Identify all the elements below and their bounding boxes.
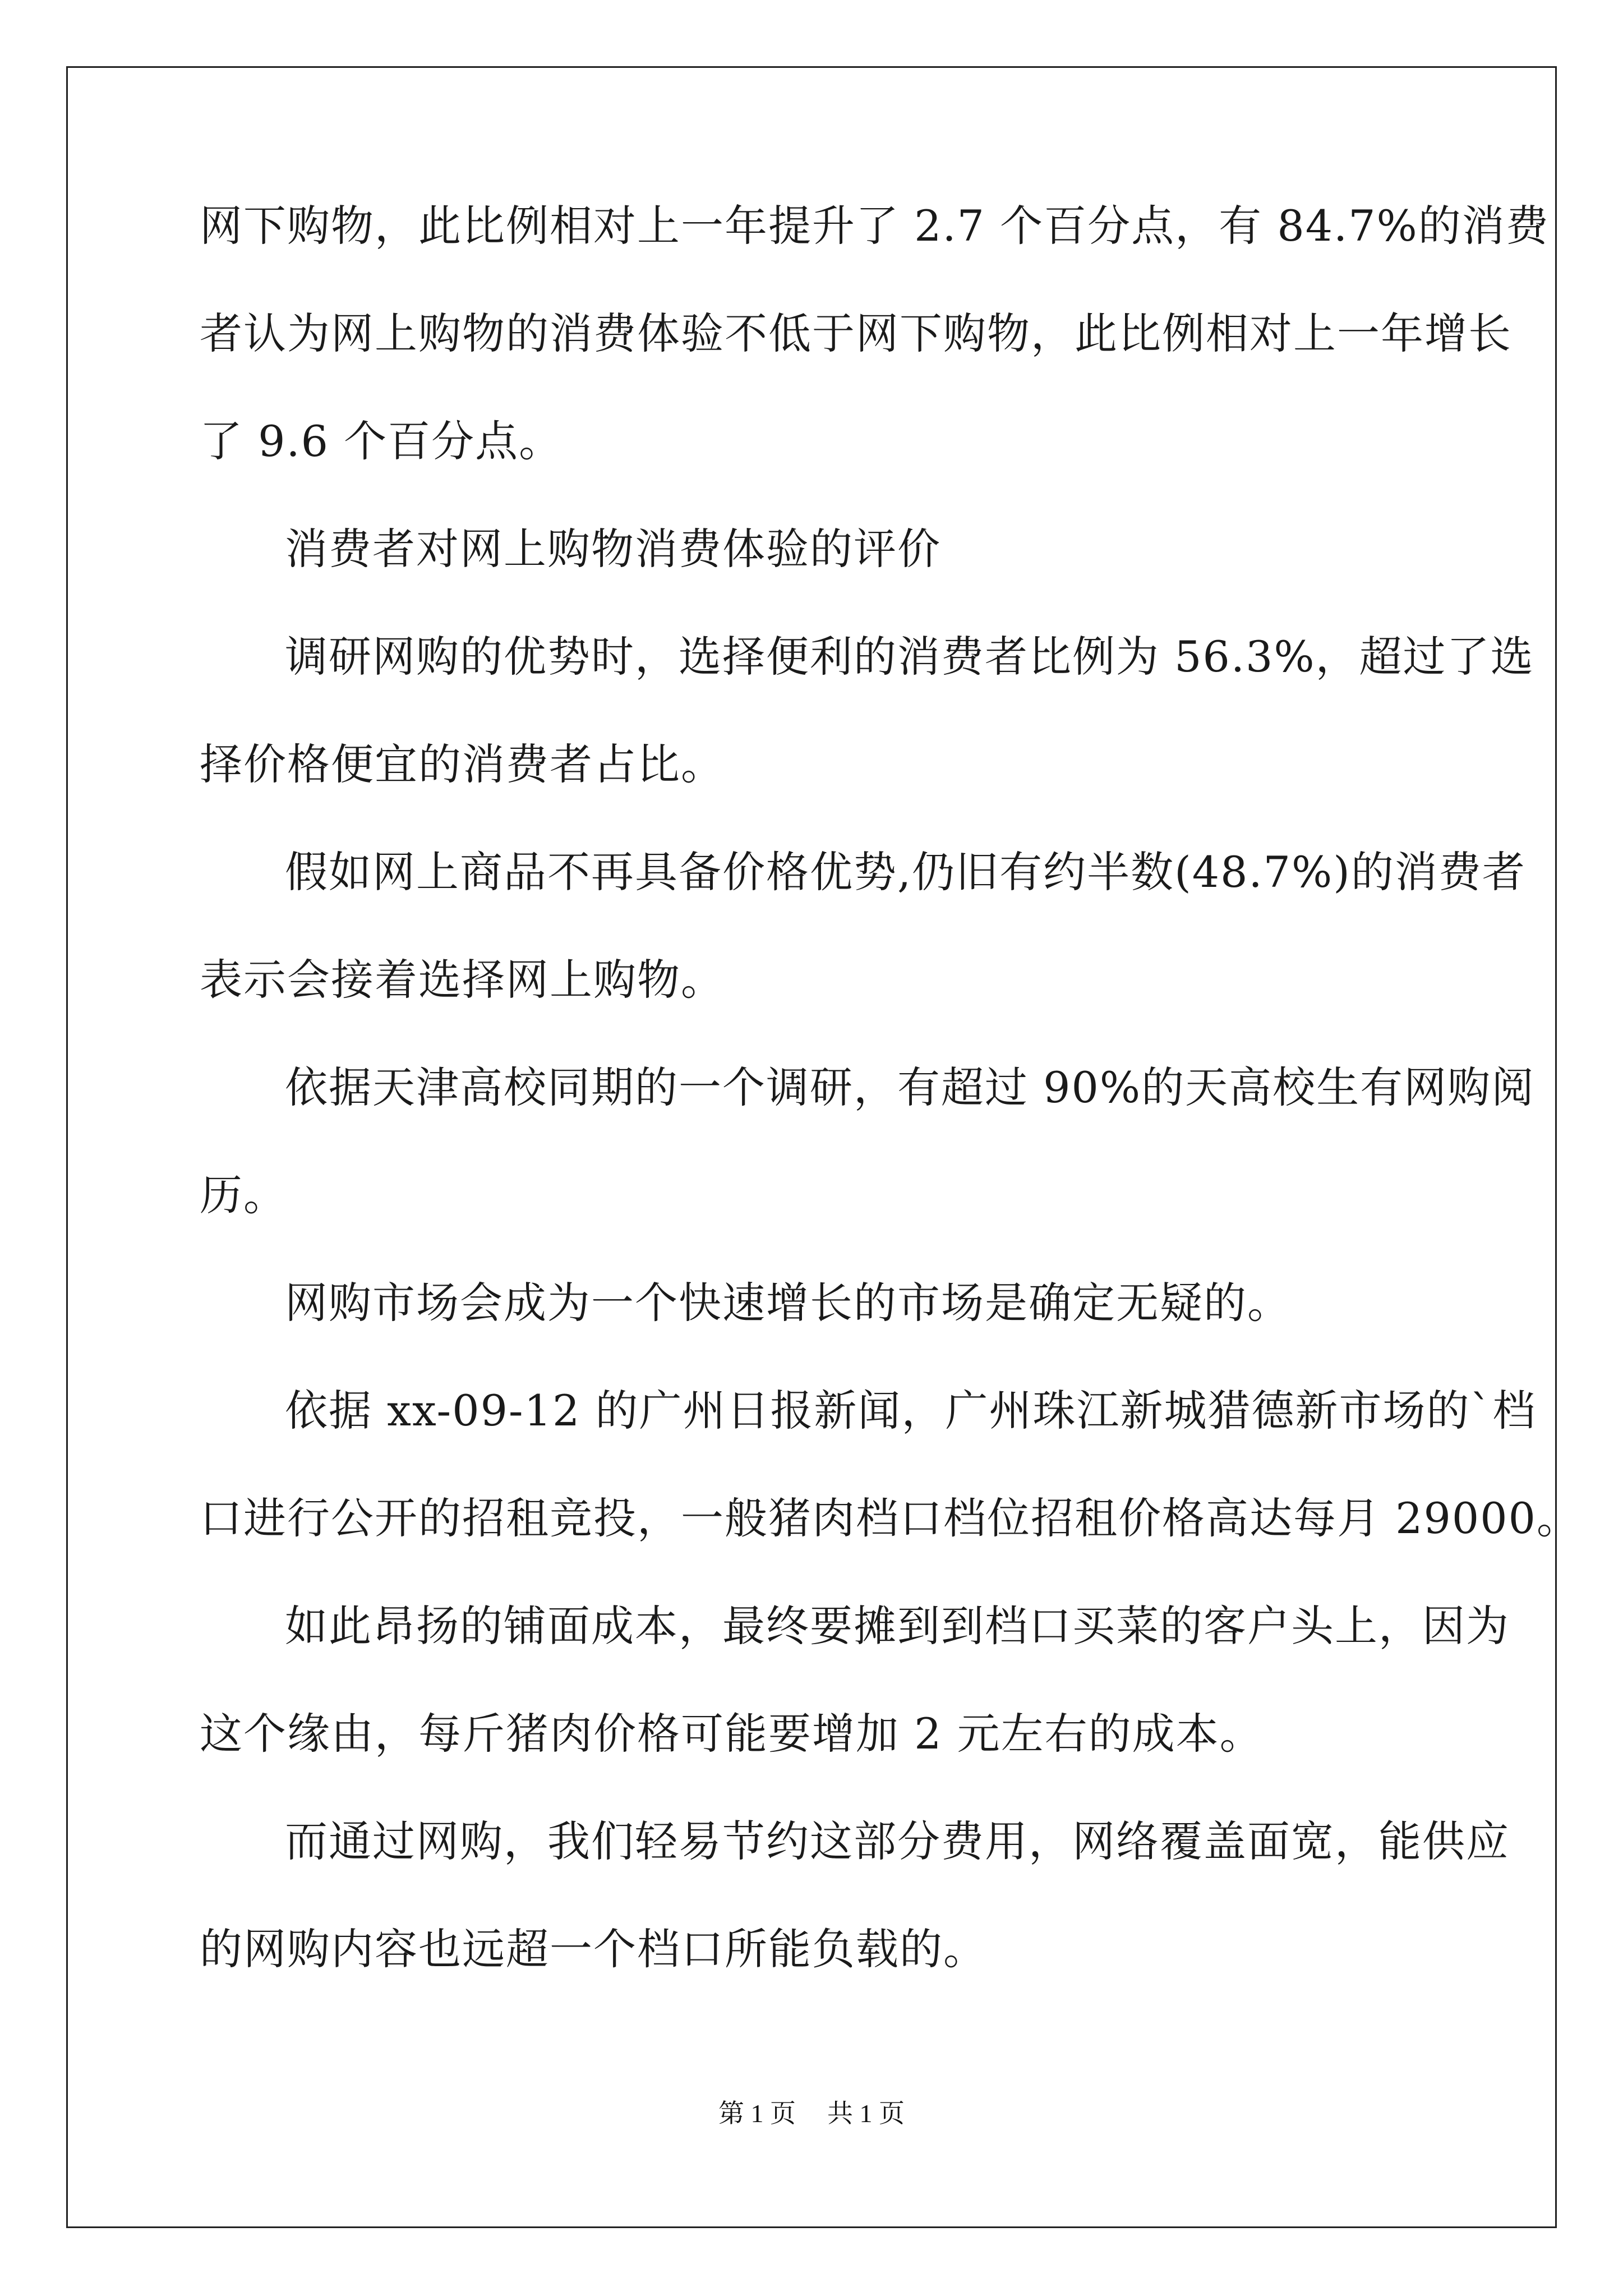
text-line: 表示会接着选择网上购物。 <box>200 955 725 1005</box>
text-line: 网购市场会成为一个快速增长的市场是确定无疑的。 <box>285 1278 1291 1328</box>
page-number-total: 共 1 页 <box>827 2099 905 2128</box>
text-line: 了 9.6 个百分点。 <box>200 416 563 466</box>
text-line: 这个缘由，每斤猪肉价格可能要增加 2 元左右的成本。 <box>200 1709 1264 1759</box>
text-line: 者认为网上购物的消费体验不低于网下购物，此比例相对上一年增长 <box>200 309 1512 358</box>
document-body <box>200 199 1580 2030</box>
text-line: 调研网购的优势时，选择便利的消费者比例为 56.3%，超过了选 <box>285 632 1534 682</box>
section-heading: 消费者对网上购物消费体验的评价 <box>285 524 941 574</box>
text-line: 择价格便宜的消费者占比。 <box>200 739 725 789</box>
text-line: 依据 xx-09-12 的广州日报新闻，广州珠江新城猎德新市场的`档 <box>285 1386 1537 1435</box>
text-line: 如此昂扬的铺面成本，最终要摊到到档口买菜的客户头上，因为 <box>285 1601 1510 1651</box>
page-footer <box>0 2097 1623 2131</box>
text-line: 的网购内容也远超一个档口所能负载的。 <box>200 1924 987 1974</box>
page-number-current: 第 1 页 <box>718 2099 796 2128</box>
text-line: 依据天津高校同期的一个调研，有超过 90%的天高校生有网购阅 <box>285 1062 1536 1112</box>
text-line: 而通过网购，我们轻易节约这部分费用，网络覆盖面宽，能供应 <box>285 1816 1510 1866</box>
text-line: 假如网上商品不再具备价格优势,仍旧有约半数(48.7%)的消费者 <box>285 847 1526 897</box>
text-line: 口进行公开的招租竞投，一般猪肉档口档位招租价格高达每月 29000。 <box>200 1493 1580 1543</box>
text-line: 历。 <box>200 1170 287 1220</box>
text-line: 网下购物，此比例相对上一年提升了 2.7 个百分点，有 84.7%的消费 <box>200 201 1550 251</box>
